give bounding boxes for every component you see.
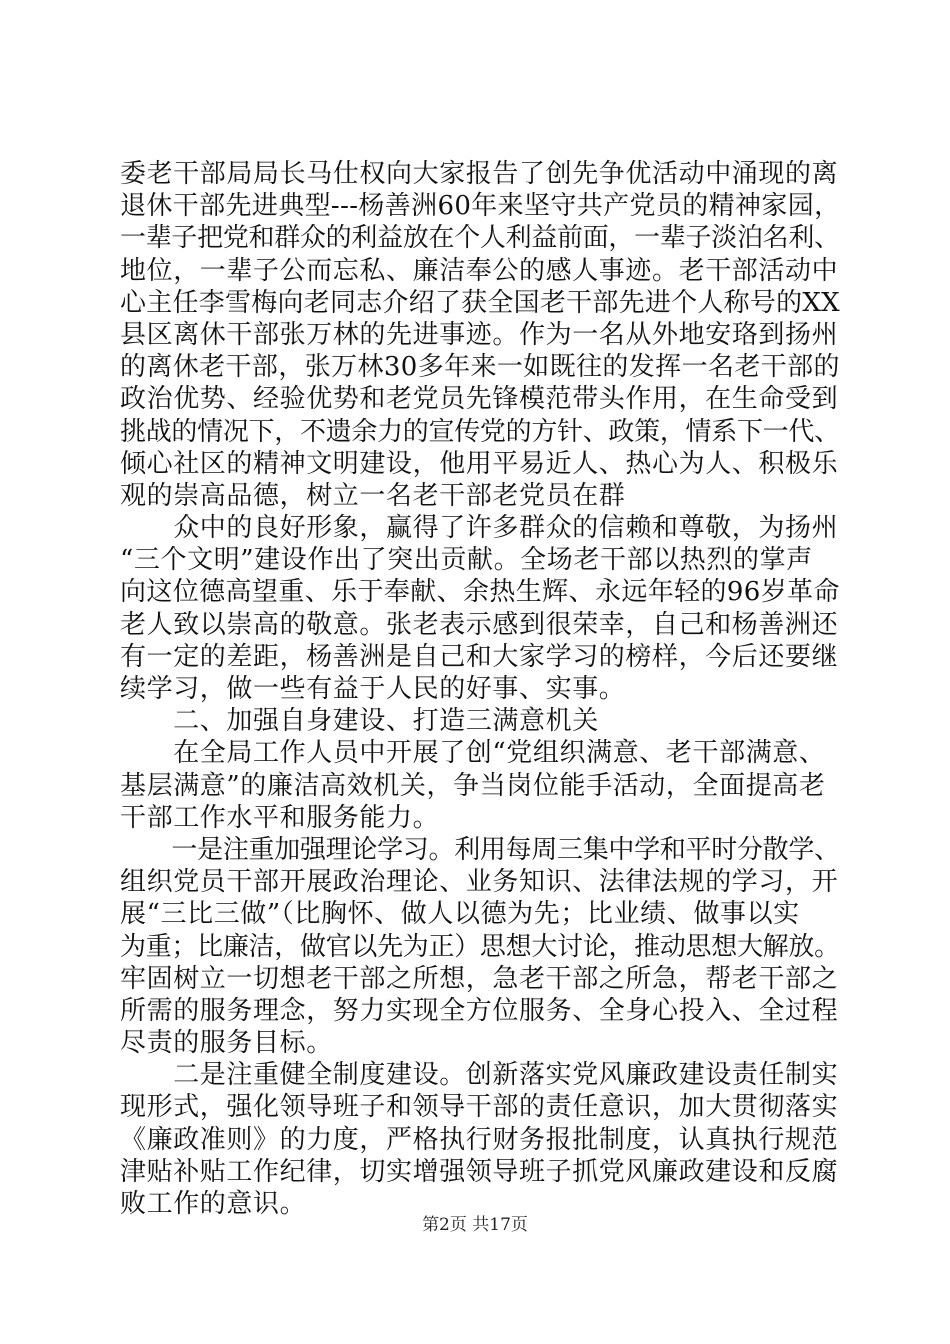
text-line: 向这位德高望重、乐于奉献、余热生辉、永远年轻的96岁革命	[120, 577, 840, 608]
text-line: 所需的服务理念，努力实现全方位服务、全身心投入、全过程	[120, 995, 839, 1026]
text-line: 干部工作水平和服务能力。	[120, 802, 440, 833]
text-line: “三个文明”建设作出了突出贡献。全场老干部以热烈的掌声	[120, 545, 813, 576]
text-line: 地位，一辈子公而忘私、廉洁奉公的感人事迹。老干部活动中	[120, 255, 839, 286]
text-line: 二是注重健全制度建设。创新落实党风廉政建设责任制实	[120, 1060, 839, 1091]
text-line: 一是注重加强理论学习。利用每周三集中学和平时分散学、	[120, 834, 840, 865]
text-line: 败工作的意识。	[120, 1189, 307, 1219]
text-line: 尽责的服务目标。	[120, 1028, 333, 1059]
text-line: 《廉政准则》的力度，严格执行财务报批制度，认真执行规范	[120, 1124, 839, 1155]
text-line: 组织党员干部开展政治理论、业务知识、法律法规的学习，开	[120, 867, 839, 898]
text-line: 老人致以崇高的敬意。张老表示感到很荣幸，自己和杨善洲还	[120, 609, 839, 640]
text-line: 挑战的情况下，不遗余力的宣传党的方针、政策，情系下一代、	[120, 416, 840, 447]
text-line: 退休干部先进典型---杨善洲60年来坚守共产党员的精神家园，	[120, 191, 841, 222]
text-line: 县区离休干部张万林的先进事迹。作为一名从外地安珞到扬州	[120, 319, 839, 350]
text-line: 政治优势、经验优势和老党员先锋模范带头作用，在生命受到	[120, 384, 839, 415]
text-line: 观的崇高品德，树立一名老干部老党员在群	[120, 480, 626, 511]
text-line: 心主任李雪梅向老同志介绍了获全国老干部先进个人称号的XX	[120, 287, 840, 318]
body-text	[120, 158, 840, 1220]
section-heading: 二、加强自身建设、打造三满意机关	[120, 706, 599, 737]
text-line: 津贴补贴工作纪律，切实增强领导班子抓党风廉政建设和反腐	[120, 1156, 839, 1187]
text-line: 展“三比三做”（比胸怀、做人以德为先；比业绩、做事以实	[120, 899, 800, 930]
page-number-footer: 第2页 共17页	[422, 1215, 528, 1235]
text-line: 现形式，强化领导班子和领导干部的责任意识，加大贯彻落实	[120, 1092, 839, 1123]
text-line: 委老干部局局长马仕权向大家报告了创先争优活动中涌现的离	[120, 159, 839, 189]
text-line: 续学习，做一些有益于人民的好事、实事。	[120, 674, 626, 704]
text-line: 为重；比廉洁，做官以先为正）思想大讨论，推动思想大解放。	[120, 931, 840, 962]
text-line: 有一定的差距，杨善洲是自己和大家学习的榜样，今后还要继	[120, 641, 839, 672]
text-line: 牢固树立一切想老干部之所想，急老干部之所急，帮老干部之	[120, 963, 839, 994]
text-line: 众中的良好形象，赢得了许多群众的信赖和尊敬，为扬州	[120, 513, 839, 544]
text-line: 倾心社区的精神文明建设，他用平易近人、热心为人、积极乐	[120, 448, 839, 479]
text-line: 在全局工作人员中开展了创“党组织满意、老干部满意、	[120, 738, 826, 769]
text-line: 基层满意”的廉洁高效机关，争当岗位能手活动，全面提高老	[120, 770, 826, 801]
text-line: 一辈子把党和群众的利益放在个人利益前面，一辈子淡泊名利、	[120, 223, 840, 254]
text-line: 的离休老干部，张万林30多年来一如既往的发挥一名老干部的	[120, 352, 840, 383]
